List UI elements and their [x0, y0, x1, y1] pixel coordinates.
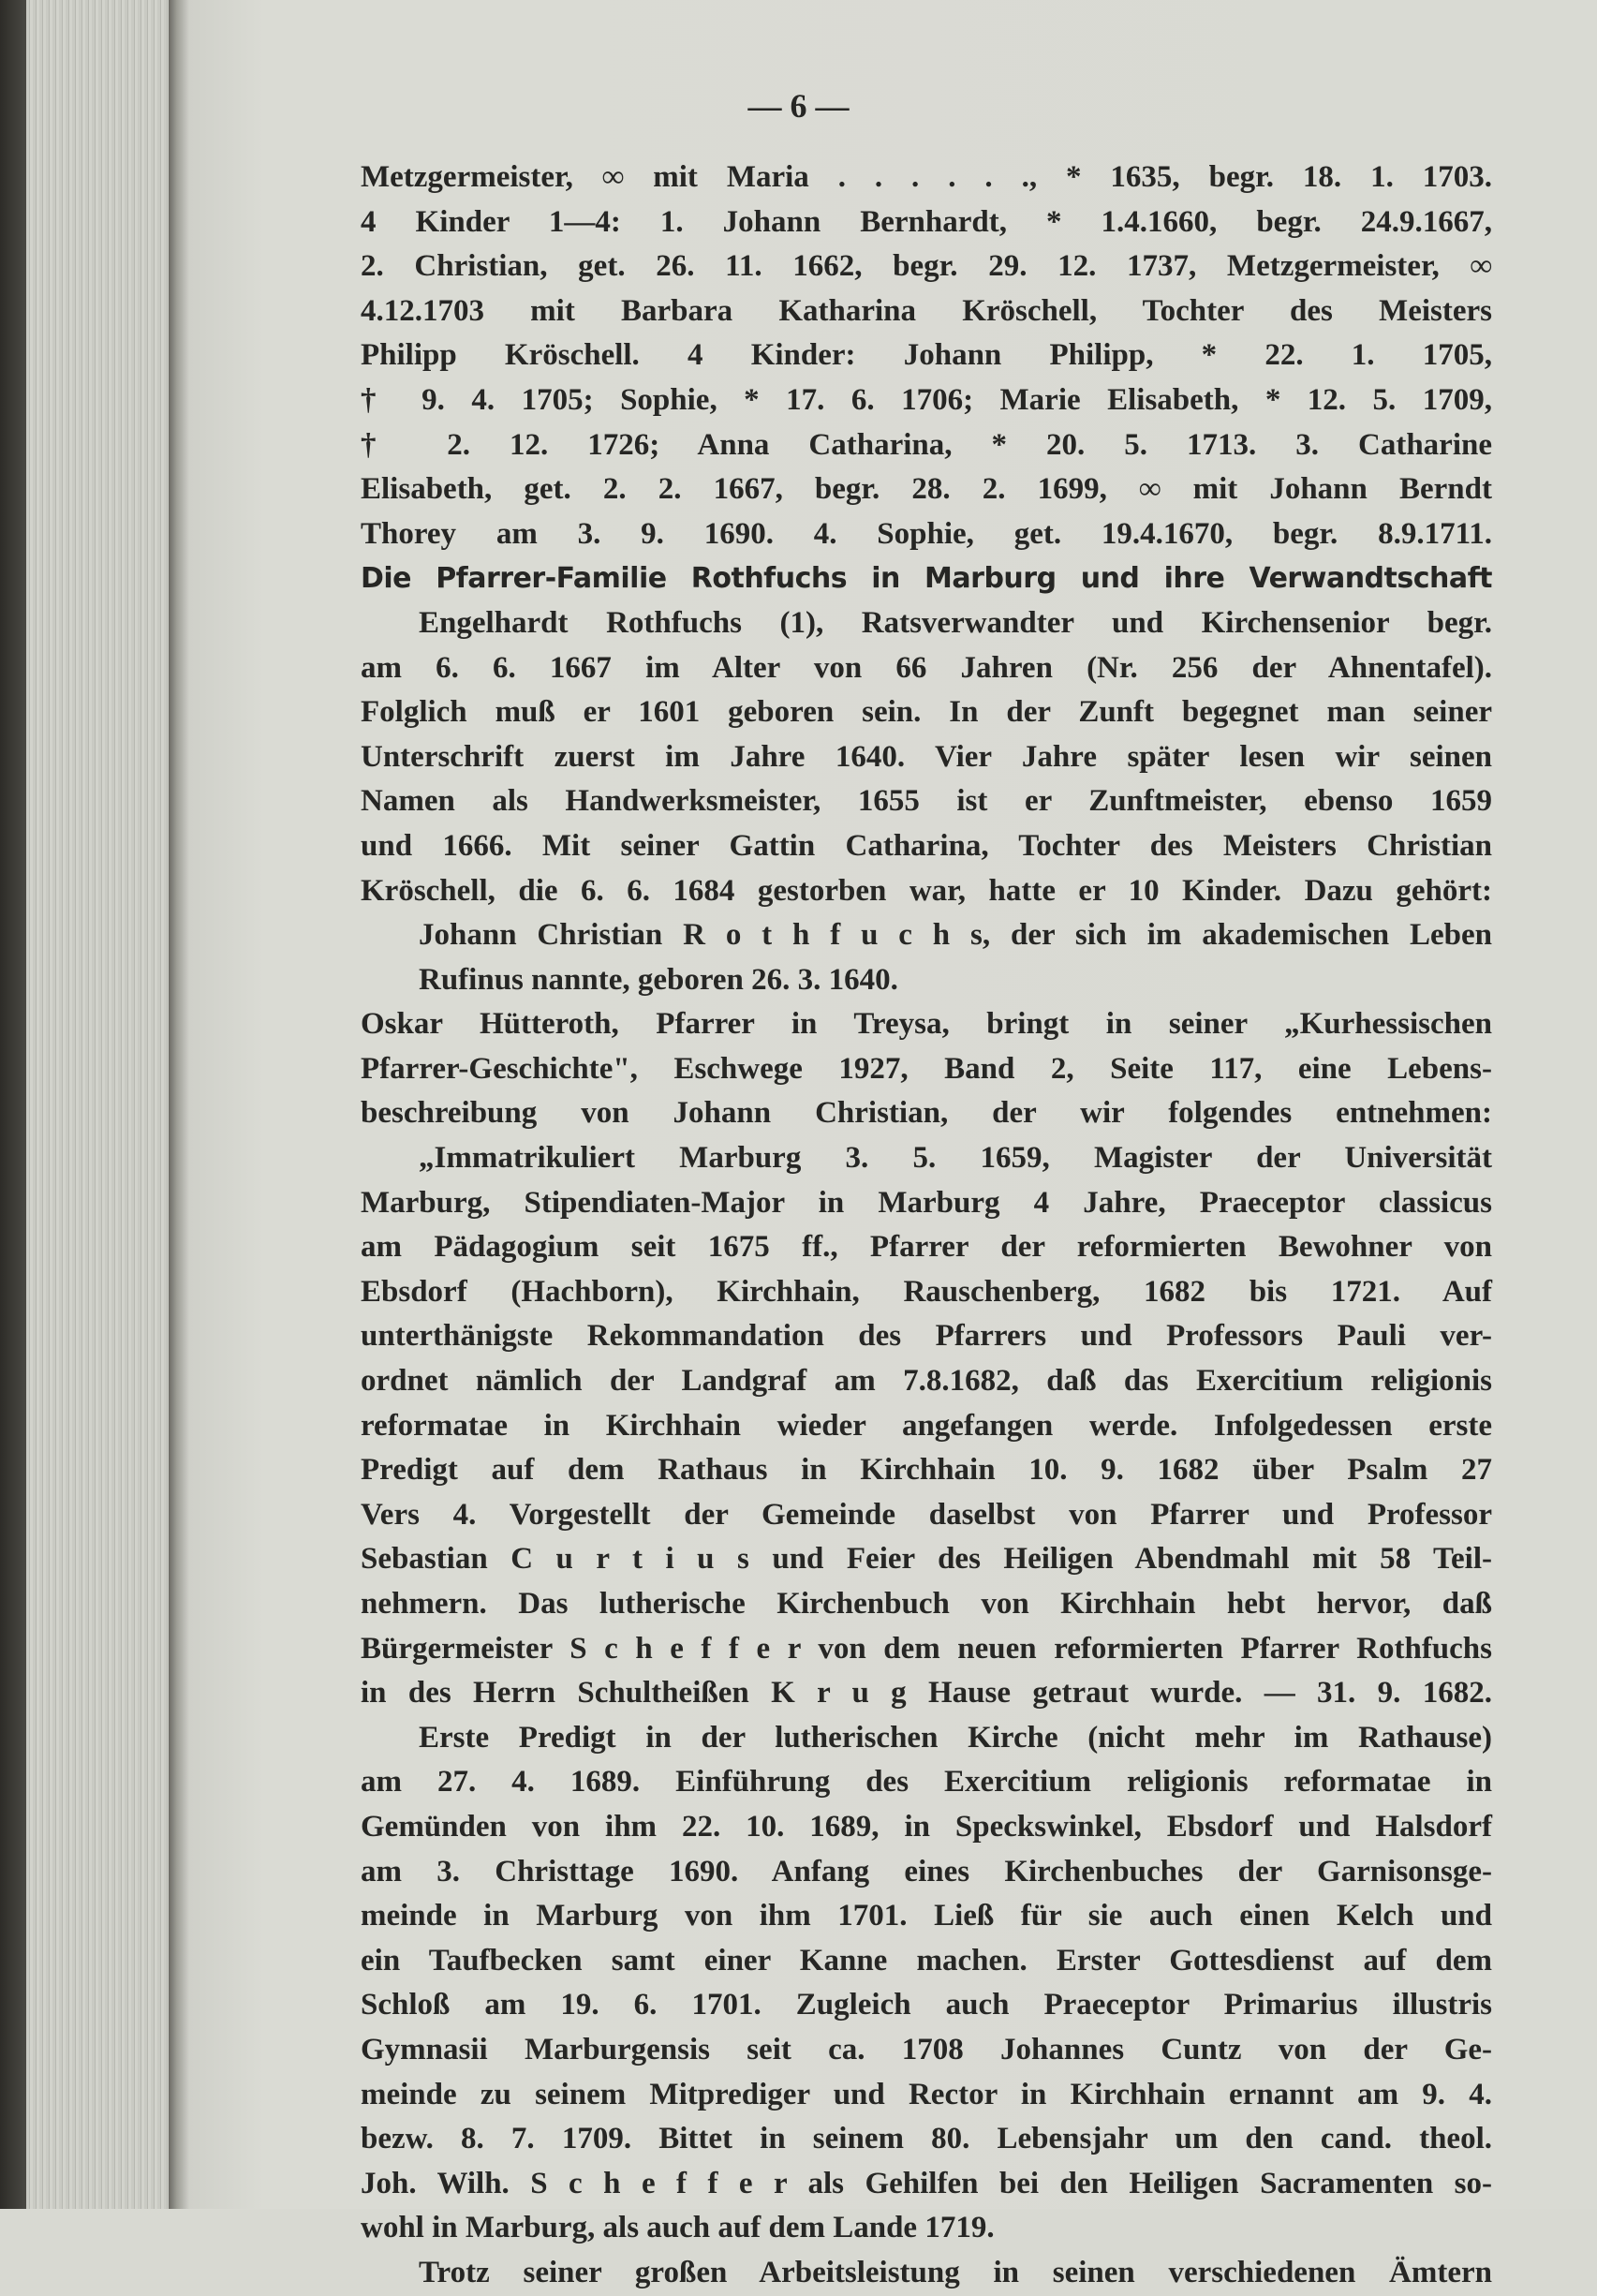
book-binding [0, 0, 26, 2209]
text-line: meinde zu seinem Mitprediger und Rector in Kirchhain ernannt am 9. 4. [361, 2077, 1492, 2111]
text-line: Johann Christian R o t h f u c h s, der sich im akademischen Leben [419, 918, 1492, 953]
text-line: Philipp Kröschell. 4 Kinder: Johann Philipp, * 22. 1. 1705, [361, 338, 1492, 373]
text-line: 4.12.1703 mit Barbara Katharina Kröschell, Tochter des Meisters [361, 293, 1492, 328]
text-line: meinde in Marburg von ihm 1701. Ließ für sie auch einen Kelch und [361, 1899, 1492, 1933]
text-line: reformatae in Kirchhain wieder angefangen werde. Infolgedessen erste [361, 1408, 1492, 1443]
text-line: Thorey am 3. 9. 1690. 4. Sophie, get. 19.4.1670, begr. 8.9.1711. [361, 516, 1492, 551]
text-line: Engelhardt Rothfuchs (1), Ratsverwandter und Kirchensenior begr. [419, 605, 1492, 640]
text-line: Marburg, Stipendiaten-Major in Marburg 4 Jahre, Praeceptor classicus [361, 1185, 1492, 1220]
text-line: am 6. 6. 1667 im Alter von 66 Jahren (Nr. 256 der Ahnentafel). [361, 650, 1492, 685]
text-line: Predigt auf dem Rathaus in Kirchhain 10. 9. 1682 über Psalm 27 [361, 1453, 1492, 1488]
text-line: Metzgermeister, ∞ mit Maria . . . . . ., * 1635, begr. 18. 1. 1703. [361, 160, 1492, 194]
text-line: wohl in Marburg, als auch auf dem Lande 1719. [361, 2211, 995, 2245]
text-line: Bürgermeister S c h e f f e r von dem neuen reformierten Pfarrer Rothfuchs [361, 1631, 1492, 1666]
text-line: Erste Predigt in der lutherischen Kirche (nicht mehr im Rathause) [419, 1720, 1492, 1755]
text-line: am 3. Christtage 1690. Anfang eines Kirchenbuches der Garnisonsge- [361, 1854, 1492, 1889]
text-line: Gemünden von ihm 22. 10. 1689, in Speckswinkel, Ebsdorf und Halsdorf [361, 1809, 1492, 1844]
text-line: 4 Kinder 1—4: 1. Johann Bernhardt, * 1.4.1660, begr. 24.9.1667, [361, 204, 1492, 239]
text-line: Namen als Handwerksmeister, 1655 ist er Zunftmeister, ebenso 1659 [361, 784, 1492, 819]
text-line: Schloß am 19. 6. 1701. Zugleich auch Praeceptor Primarius illustris [361, 1988, 1492, 2022]
text-line: am Pädagogium seit 1675 ff., Pfarrer der reformierten Bewohner von [361, 1230, 1492, 1265]
page-gutter-shadow [169, 0, 189, 2209]
text-line: 2. Christian, get. 26. 11. 1662, begr. 29. 12. 1737, Metzgermeister, ∞ [361, 249, 1492, 284]
text-line: † 9. 4. 1705; Sophie, * 17. 6. 1706; Marie Elisabeth, * 12. 5. 1709, [361, 382, 1492, 417]
page-number: — 6 — [747, 87, 850, 125]
text-line: unterthänigste Rekommandation des Pfarrers und Professors Pauli ver- [361, 1319, 1492, 1354]
text-line: Joh. Wilh. S c h e f f e r als Gehilfen bei den Heiligen Sacramenten so- [361, 2166, 1492, 2200]
section-heading: Die Pfarrer-Familie Rothfuchs in Marburg und ihre Verwandtschaft [361, 562, 1492, 596]
text-line: beschreibung von Johann Christian, der wir folgendes entnehmen: [361, 1096, 1492, 1131]
text-line: und 1666. Mit seiner Gattin Catharina, Tochter des Meisters Christian [361, 828, 1492, 863]
text-line: Kröschell, die 6. 6. 1684 gestorben war, hatte er 10 Kinder. Dazu gehört: [361, 873, 1492, 908]
text-line: Elisabeth, get. 2. 2. 1667, begr. 28. 2. 1699, ∞ mit Johann Berndt [361, 472, 1492, 507]
text-line: † 2. 12. 1726; Anna Catharina, * 20. 5. 1713. 3. Catharine [361, 427, 1492, 462]
text-line: bezw. 8. 7. 1709. Bittet in seinem 80. Lebensjahr um den cand. theol. [361, 2122, 1492, 2156]
body-text [361, 156, 1492, 2296]
text-line: in des Herrn Schultheißen K r u g Hause getraut wurde. — 31. 9. 1682. [361, 1676, 1492, 1711]
text-line: Unterschrift zuerst im Jahre 1640. Vier Jahre später lesen wir seinen [361, 739, 1492, 774]
text-line: Gymnasii Marburgensis seit ca. 1708 Johannes Cuntz von der Ge- [361, 2032, 1492, 2066]
text-line: Trotz seiner großen Arbeitsleistung in seinen verschiedenen Ämtern [419, 2255, 1492, 2289]
text-line: Folglich muß er 1601 geboren sein. In der Zunft begegnet man seiner [361, 695, 1492, 730]
text-line: Ebsdorf (Hachborn), Kirchhain, Rauschenberg, 1682 bis 1721. Auf [361, 1274, 1492, 1309]
text-line: Rufinus nannte, geboren 26. 3. 1640. [419, 962, 898, 997]
text-line: Pfarrer-Geschichte", Eschwege 1927, Band 2, Seite 117, eine Lebens- [361, 1051, 1492, 1086]
page-edges [26, 0, 176, 2209]
text-line: am 27. 4. 1689. Einführung des Exercitium religionis reformatae in [361, 1765, 1492, 1800]
text-line: Vers 4. Vorgestellt der Gemeinde daselbst von Pfarrer und Professor [361, 1497, 1492, 1532]
text-line: Oskar Hütteroth, Pfarrer in Treysa, bringt in seiner „Kurhessischen [361, 1007, 1492, 1042]
text-line: Sebastian C u r t i u s und Feier des Heiligen Abendmahl mit 58 Teil- [361, 1542, 1492, 1577]
text-line: ein Taufbecken samt einer Kanne machen. Erster Gottesdienst auf dem [361, 1943, 1492, 1978]
text-line: nehmern. Das lutherische Kirchenbuch von Kirchhain hebt hervor, daß [361, 1587, 1492, 1621]
text-line: „Immatrikuliert Marburg 3. 5. 1659, Magister der Universität [419, 1141, 1492, 1176]
text-line: ordnet nämlich der Landgraf am 7.8.1682, daß das Exercitium religionis [361, 1364, 1492, 1399]
